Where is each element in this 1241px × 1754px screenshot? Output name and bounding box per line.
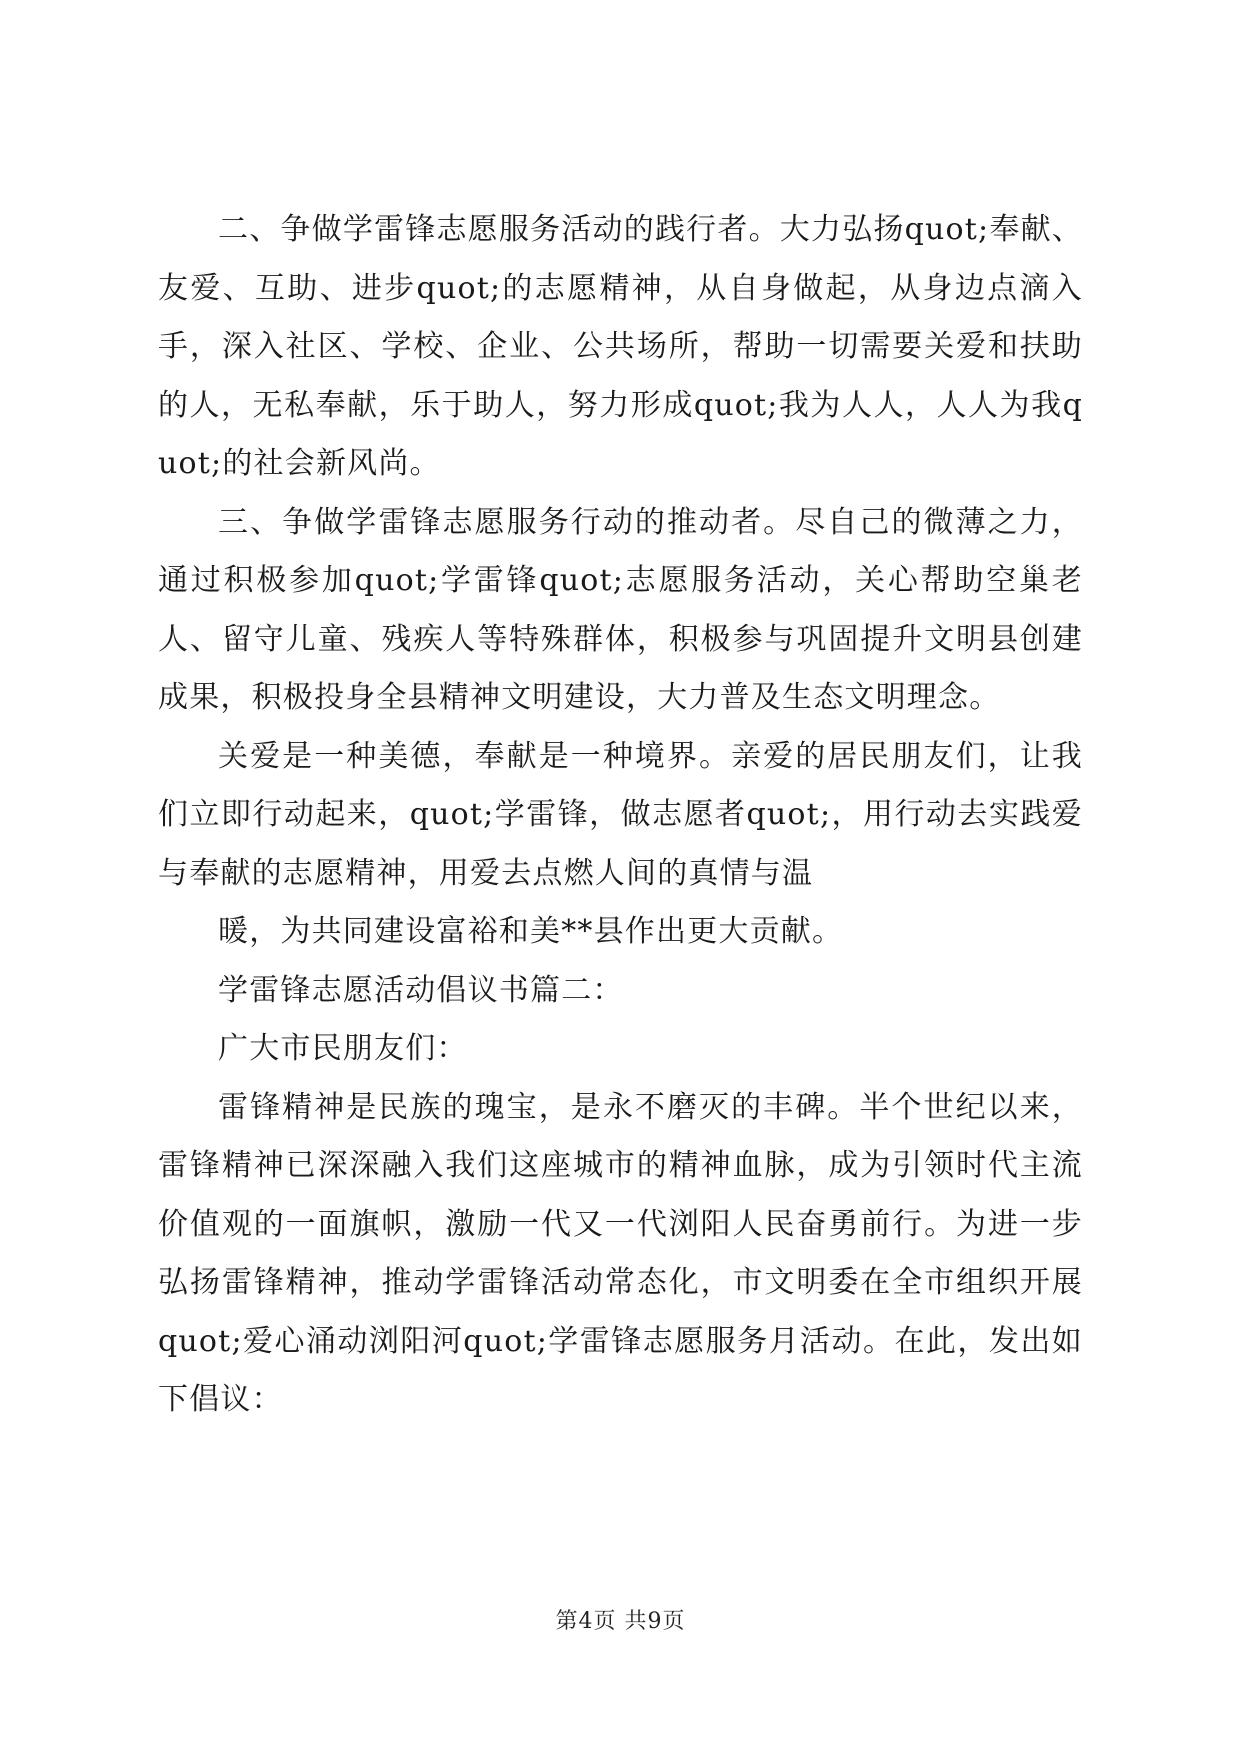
paragraph-volunteer-promoter: 三、争做学雷锋志愿服务行动的推动者。尽自己的微薄之力，通过积极参加quot;学雷锋quot;志愿服务活动，关心帮助空巢老人、留守儿童、残疾人等特殊群体，积极参与巩固提升文明县创建成果，积极投身全县精神文明建设，大力普及生态文明理念。 <box>158 504 1083 715</box>
page-number-footer: 第4页 共9页 <box>555 1609 686 1634</box>
document-body <box>158 201 1083 1430</box>
paragraph-lei-feng-spirit: 雷锋精神是民族的瑰宝，是永不磨灭的丰碑。半个世纪以来，雷锋精神已深深融入我们这座城市的精神血脉，成为引领时代主流价值观的一面旗帜，激励一代又一代浏阳人民奋勇前行。为进一步弘扬雷锋精神，推动学雷锋活动常态化，市文明委在全市组织开展quot;爱心涌动浏阳河quot;学雷锋志愿服务月活动。在此，发出如下倡议： <box>158 1089 1083 1417</box>
paragraph-volunteer-practitioner: 二、争做学雷锋志愿服务活动的践行者。大力弘扬quot;奉献、友爱、互助、进步quot;的志愿精神，从自身做起，从身边点滴入手，深入社区、学校、企业、公共场所，帮助一切需要关爱和扶助的人，无私奉献，乐于助人，努力形成quot;我为人人，人人为我quot;的社会新风尚。 <box>158 212 1083 481</box>
paragraph-closing-appeal: 关爱是一种美德，奉献是一种境界。亲爱的居民朋友们，让我们立即行动起来，quot;学雷锋，做志愿者quot;，用行动去实践爱与奉献的志愿精神，用爱去点燃人间的真情与温 <box>158 738 1083 891</box>
section-heading-proposal-two: 学雷锋志愿活动倡议书篇二： <box>218 972 624 1008</box>
salutation: 广大市民朋友们： <box>218 1031 468 1066</box>
paragraph-closing-appeal-continued: 暖，为共同建设富裕和美**县作出更大贡献。 <box>218 914 844 949</box>
